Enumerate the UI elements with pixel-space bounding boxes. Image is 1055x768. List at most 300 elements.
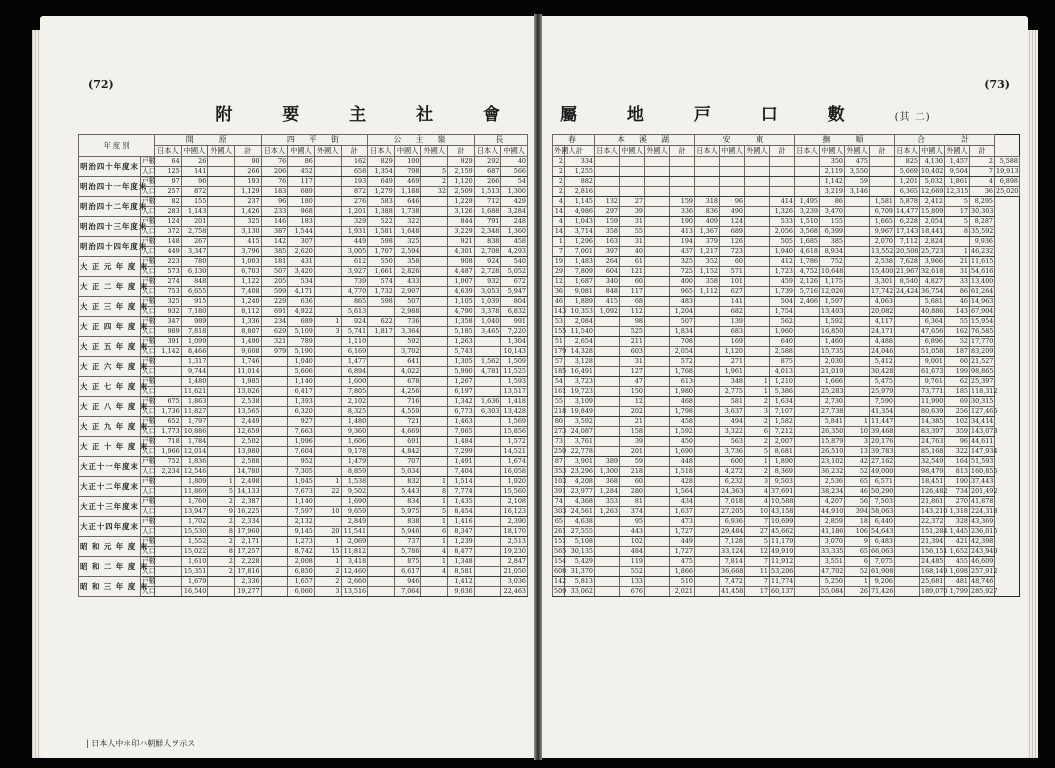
table-row	[79, 257, 528, 267]
data-cell	[695, 547, 720, 557]
data-cell: 7,065	[448, 427, 475, 437]
data-cell: 780	[181, 257, 208, 267]
data-cell: 5,669	[895, 167, 920, 177]
data-cell: 1,510	[795, 217, 820, 227]
data-cell: 96	[945, 437, 970, 447]
year-label: 大 正 七 年 度 末	[79, 377, 141, 397]
table-row	[553, 577, 1020, 587]
data-cell	[845, 287, 870, 297]
data-cell: 9	[845, 537, 870, 547]
data-cell: 409	[695, 217, 720, 227]
data-cell	[645, 227, 670, 237]
data-cell: 24,424	[896, 287, 919, 296]
data-cell	[421, 277, 448, 287]
data-cell: 2,498	[234, 477, 261, 487]
data-cell: 194	[670, 237, 695, 247]
data-cell: 1,727	[670, 527, 695, 537]
data-cell	[695, 307, 720, 317]
data-cell	[795, 567, 820, 577]
year-label: 昭 和 三 年 度 末	[79, 577, 141, 597]
data-cell	[155, 577, 182, 587]
table-row	[79, 577, 528, 587]
data-cell	[314, 217, 341, 227]
data-cell: 1,634	[770, 397, 795, 407]
data-cell	[421, 337, 448, 347]
population-label: 人口	[142, 187, 156, 196]
data-cell	[695, 177, 720, 187]
data-cell	[314, 377, 341, 387]
data-cell	[695, 417, 720, 427]
data-cell	[208, 587, 235, 597]
table-row	[553, 367, 1020, 377]
data-cell: 11,615	[971, 257, 994, 266]
data-cell: 718	[155, 437, 182, 447]
data-cell: 41,354	[871, 407, 894, 416]
data-cell: 6,060	[288, 587, 315, 597]
data-cell: 32	[421, 187, 448, 197]
data-cell	[208, 267, 235, 277]
data-cell: 2,509	[448, 187, 475, 197]
data-cell	[595, 377, 620, 387]
data-cell	[695, 487, 720, 497]
data-cell: 2,824	[920, 237, 945, 247]
data-cell: 6,130	[181, 267, 208, 277]
data-cell	[895, 447, 920, 457]
data-cell: 603	[620, 347, 645, 357]
data-cell: 736	[394, 317, 421, 327]
data-cell: 458	[670, 417, 695, 427]
data-cell: 791	[474, 217, 501, 227]
data-cell	[474, 347, 501, 357]
data-cell: 11,179	[771, 537, 794, 546]
sub-header: 日本人	[368, 146, 395, 157]
data-cell: 358	[695, 277, 720, 287]
data-cell: 9,659	[341, 507, 368, 517]
data-cell: 468	[670, 397, 695, 407]
data-cell	[474, 587, 501, 597]
data-cell: 4,293	[501, 247, 528, 257]
data-cell: 1,592	[820, 317, 845, 327]
data-cell: 206	[261, 167, 288, 177]
table-row	[79, 377, 528, 387]
data-cell	[368, 527, 395, 537]
data-cell: 19,723	[565, 387, 595, 397]
data-cell	[314, 367, 341, 377]
data-cell: 612	[341, 257, 368, 267]
data-cell: 23,102	[821, 457, 844, 466]
data-cell: 21,967	[896, 267, 919, 276]
data-cell: 7,503	[870, 497, 895, 507]
data-cell: 2,859	[820, 517, 845, 527]
data-cell: 43,369	[971, 517, 994, 526]
data-cell: 224,318	[971, 507, 998, 516]
data-cell: 67,904	[971, 307, 994, 316]
data-cell: 379	[695, 237, 720, 247]
data-cell: 30,315	[971, 397, 994, 406]
data-cell: 1,513	[474, 187, 501, 197]
data-cell: 1,142	[820, 177, 845, 187]
data-cell: 737	[394, 537, 421, 547]
data-cell: 27,738	[821, 407, 844, 416]
data-cell: 42,398	[971, 537, 994, 546]
data-cell	[314, 197, 341, 207]
data-cell: 276	[341, 197, 368, 207]
data-cell	[695, 457, 720, 467]
data-cell	[314, 417, 341, 427]
data-cell	[208, 177, 235, 187]
data-cell: 211	[620, 337, 645, 347]
data-cell: 39,468	[871, 427, 894, 436]
data-cell	[314, 497, 341, 507]
data-cell: 394	[845, 507, 870, 517]
data-cell: 6,417	[288, 387, 315, 397]
data-cell: 18,441	[921, 227, 944, 236]
data-cell: 1,544	[288, 227, 315, 237]
data-cell: 1,263	[448, 337, 475, 347]
data-cell: 1,110	[341, 337, 368, 347]
data-cell: 848	[595, 287, 620, 297]
data-cell: 1,739	[770, 287, 795, 297]
table-row	[553, 207, 1020, 217]
data-cell: 2,159	[448, 167, 475, 177]
data-cell: 2,007	[770, 437, 795, 447]
data-cell	[208, 167, 235, 177]
data-cell: 6,228	[895, 217, 920, 227]
data-cell: 844	[448, 217, 475, 227]
data-cell	[595, 387, 620, 397]
data-cell	[368, 447, 395, 457]
data-cell: 5,681	[920, 297, 945, 307]
data-cell: 3,568	[795, 227, 820, 237]
data-cell: 322	[394, 217, 421, 227]
data-cell: 8	[421, 487, 448, 497]
data-cell: 3,901	[565, 457, 595, 467]
data-cell	[695, 167, 720, 177]
data-cell	[795, 417, 820, 427]
data-cell: 4	[970, 177, 995, 187]
table-row	[553, 157, 1020, 167]
data-cell: 37,691	[771, 487, 794, 496]
data-cell: 1,738	[394, 207, 421, 217]
data-cell: 6	[421, 527, 448, 537]
data-cell: 51	[553, 337, 565, 347]
table-row	[553, 387, 1020, 397]
population-label: 人口	[142, 267, 156, 276]
data-cell: 1,817	[368, 327, 395, 337]
data-cell: 4,368	[565, 497, 595, 507]
data-cell: 150	[620, 387, 645, 397]
data-cell: 1,360	[501, 227, 528, 237]
data-cell	[261, 557, 288, 567]
data-cell: 4,618	[795, 247, 820, 257]
data-cell: 9,744	[181, 367, 208, 377]
data-cell	[368, 357, 395, 367]
data-cell	[208, 347, 235, 357]
data-cell: 6,571	[870, 477, 895, 487]
data-cell	[421, 467, 448, 477]
data-cell	[645, 167, 670, 177]
data-cell	[595, 447, 620, 457]
data-cell: 2,084	[565, 317, 595, 327]
data-cell: 3	[745, 477, 770, 487]
data-cell	[870, 177, 895, 187]
data-cell	[421, 457, 448, 467]
data-cell: 10,353	[565, 307, 595, 317]
data-cell: 829	[368, 157, 395, 167]
data-cell: 12,669	[921, 187, 944, 196]
data-cell: 2	[208, 557, 235, 567]
data-cell: 4,638	[565, 517, 595, 527]
table-row	[553, 357, 1020, 367]
data-cell: 52	[945, 337, 970, 347]
data-cell: 117	[620, 287, 645, 297]
data-cell: 7,774	[448, 487, 475, 497]
data-cell	[208, 247, 235, 257]
data-cell: 813	[945, 467, 970, 477]
population-label: 人口	[142, 287, 156, 296]
data-cell	[208, 257, 235, 267]
data-cell	[421, 447, 448, 457]
data-cell: 22	[314, 487, 341, 497]
data-cell: 2,620	[288, 247, 315, 257]
data-cell: 47	[620, 377, 645, 387]
data-cell: 2,054	[670, 347, 695, 357]
data-cell: 25,397	[971, 377, 994, 386]
data-cell: 1,348	[448, 557, 475, 567]
data-cell	[368, 557, 395, 567]
data-cell: 1	[421, 537, 448, 547]
data-cell: 721	[394, 417, 421, 427]
sub-header: 日本人	[155, 146, 182, 157]
data-cell	[208, 357, 235, 367]
data-cell: 189,070	[921, 587, 948, 596]
data-cell	[368, 387, 395, 397]
data-cell: 5,429	[565, 557, 595, 567]
data-cell: 1,746	[234, 357, 261, 367]
data-cell	[645, 417, 670, 427]
data-cell: 25,723	[921, 247, 944, 256]
data-cell: 2,234	[155, 467, 182, 477]
data-cell: 68	[620, 297, 645, 307]
data-cell: 387	[261, 227, 288, 237]
data-cell	[314, 277, 341, 287]
data-cell: 74	[553, 497, 565, 507]
table-row	[79, 357, 528, 367]
data-cell: 3,284	[501, 207, 528, 217]
data-cell: 9,360	[341, 427, 368, 437]
data-cell	[261, 507, 288, 517]
data-cell: 121	[620, 267, 645, 277]
data-cell: 56	[845, 497, 870, 507]
data-cell: 6,898	[995, 177, 1020, 187]
data-cell: 164	[945, 457, 970, 467]
data-cell: 5	[745, 537, 770, 547]
data-cell: 97	[155, 177, 182, 187]
data-cell: 7,805	[341, 387, 368, 397]
data-cell	[368, 537, 395, 547]
data-cell: 103	[554, 477, 567, 486]
data-cell: 143	[554, 307, 567, 316]
data-cell: 13,026	[234, 387, 261, 397]
data-cell: 389	[595, 457, 620, 467]
data-cell: 202	[620, 407, 645, 417]
data-cell: 7,597	[288, 507, 315, 517]
data-cell	[421, 327, 448, 337]
data-cell: 8,681	[770, 447, 795, 457]
data-cell: 672	[501, 277, 528, 287]
data-cell: 2,070	[870, 237, 895, 247]
data-cell: 592	[394, 337, 421, 347]
data-cell: 574	[368, 277, 395, 287]
data-cell: 146	[261, 217, 288, 227]
table-row	[79, 197, 528, 207]
data-cell: 507	[670, 317, 695, 327]
data-cell: 21,861	[921, 497, 944, 506]
data-cell: 1,514	[448, 477, 475, 487]
data-cell	[795, 437, 820, 447]
data-cell: 117	[288, 177, 315, 187]
table-row	[553, 187, 1020, 197]
table-row	[553, 587, 1020, 597]
data-cell	[670, 177, 695, 187]
data-cell: 154	[554, 557, 567, 566]
data-cell: 23,977	[565, 487, 595, 497]
data-cell	[645, 207, 670, 217]
households-label: 戸數	[142, 337, 156, 346]
data-cell: 11,621	[181, 387, 208, 397]
data-cell	[845, 367, 870, 377]
data-cell	[261, 517, 288, 527]
population-label: 人口	[142, 307, 156, 316]
data-cell: 1	[745, 377, 770, 387]
data-cell	[645, 447, 670, 457]
data-cell	[845, 227, 870, 237]
data-cell: 11,990	[921, 397, 944, 406]
data-cell	[695, 377, 720, 387]
data-cell: 12,460	[341, 567, 368, 577]
table-row	[553, 327, 1020, 337]
data-cell: 39	[620, 207, 645, 217]
data-cell	[261, 567, 288, 577]
data-cell: 98,865	[971, 367, 994, 376]
data-cell: 1,861	[945, 177, 970, 187]
data-cell	[645, 387, 670, 397]
table-row	[553, 167, 1020, 177]
year-label: 昭 和 元 年 度 末	[79, 537, 141, 557]
data-cell: 233	[261, 207, 288, 217]
data-cell: 649	[368, 177, 395, 187]
data-cell	[895, 357, 920, 367]
data-cell: 1,480	[181, 377, 208, 387]
table-row	[79, 487, 528, 497]
data-cell: 1,300	[501, 187, 528, 197]
data-cell: 29	[553, 267, 565, 277]
data-cell	[595, 417, 620, 427]
data-cell	[368, 577, 395, 587]
data-cell: 1,201	[341, 207, 368, 217]
data-cell: 132	[595, 197, 620, 207]
data-cell: 101	[720, 277, 745, 287]
data-cell	[695, 497, 720, 507]
data-cell: 11,541	[341, 527, 368, 537]
data-cell: 124	[155, 217, 182, 227]
data-cell: 8,477	[448, 547, 475, 557]
data-cell: 921	[448, 237, 475, 247]
data-cell: 4,986	[565, 207, 595, 217]
data-cell	[745, 177, 770, 187]
data-cell	[895, 397, 920, 407]
data-cell: 14	[553, 207, 565, 217]
data-cell: 30,135	[565, 547, 595, 557]
title-text: 屬 地 戸 口 數	[560, 105, 867, 125]
data-cell: 5,034	[394, 467, 421, 477]
table-row	[553, 217, 1020, 227]
data-cell: 1,210	[770, 377, 795, 387]
data-cell: 127	[620, 367, 645, 377]
data-cell: 1,412	[448, 577, 475, 587]
data-cell	[895, 507, 920, 517]
data-cell: 27,162	[871, 457, 894, 466]
data-cell: 271	[720, 357, 745, 367]
data-cell: 40	[620, 247, 645, 257]
table-row	[79, 267, 528, 277]
data-cell	[421, 237, 448, 247]
data-cell: 257	[155, 187, 182, 197]
data-cell: 5,606	[288, 367, 315, 377]
households-label: 戸數	[142, 437, 156, 446]
data-cell: 61,673	[921, 367, 944, 376]
data-cell	[595, 177, 620, 187]
data-cell	[208, 437, 235, 447]
data-cell	[645, 537, 670, 547]
data-cell: 9,178	[341, 447, 368, 457]
data-cell	[421, 387, 448, 397]
data-cell: 572	[670, 357, 695, 367]
data-cell	[261, 387, 288, 397]
data-cell	[795, 317, 820, 327]
data-cell	[620, 167, 645, 177]
data-cell: 34,414	[971, 417, 994, 426]
data-cell: 872	[181, 187, 208, 197]
data-cell: 16,123	[501, 507, 528, 517]
data-cell: 734	[945, 487, 970, 497]
data-cell	[208, 457, 235, 467]
table-row	[79, 287, 528, 297]
table-row	[553, 287, 1020, 297]
data-cell	[421, 347, 448, 357]
data-cell: 7,628	[895, 257, 920, 267]
data-cell	[670, 187, 695, 197]
data-cell	[314, 267, 341, 277]
data-cell	[368, 507, 395, 517]
table-row	[553, 197, 1020, 207]
data-cell: 266	[234, 167, 261, 177]
data-cell	[645, 247, 670, 257]
data-cell: 2	[745, 417, 770, 427]
data-cell	[474, 427, 501, 437]
data-cell: 31	[620, 357, 645, 367]
data-cell: 17	[745, 587, 770, 597]
data-cell: 2,708	[474, 247, 501, 257]
data-cell	[795, 357, 820, 367]
data-cell: 125	[155, 167, 182, 177]
data-cell: 2,390	[501, 517, 528, 527]
data-cell: 119	[620, 557, 645, 567]
data-cell: 2	[208, 517, 235, 527]
data-cell: 40,886	[921, 307, 944, 316]
table-row	[79, 497, 528, 507]
data-cell: 24,171	[871, 327, 894, 336]
